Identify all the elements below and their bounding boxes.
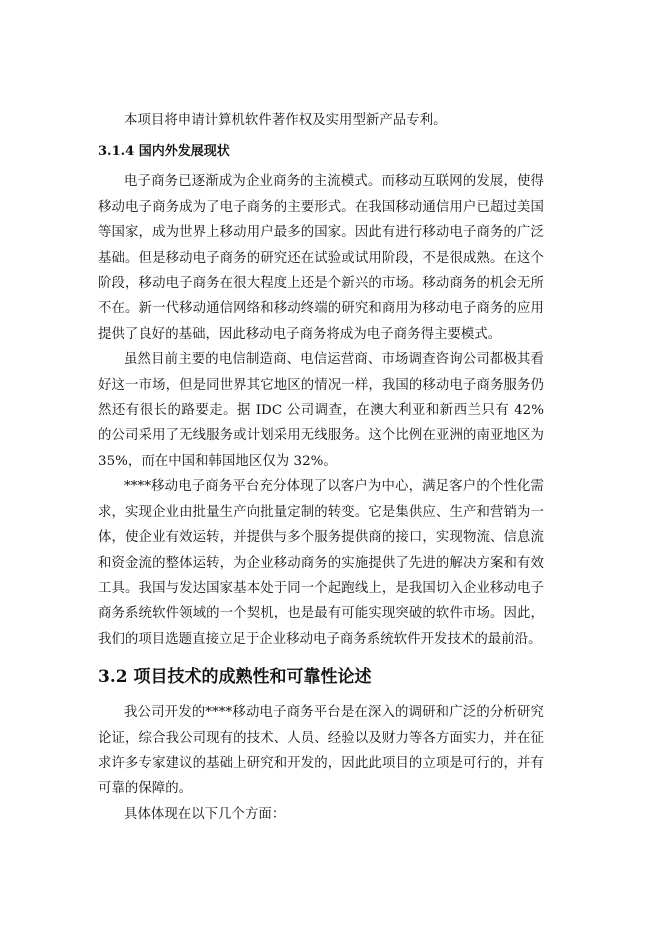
paragraph-feasibility: 我公司开发的****移动电子商务平台是在深入的调研和广泛的分析研究论证，综合我公司现有的技术、人员、经验以及财力等各方面实力，并在征求许多专家建议的基础上研究和开发的，因此此项目的立项是可行的，并有可靠的保障的。 [98,705,544,797]
heading-3-1-4: 3.1.4 国内外发展现状 [98,144,230,160]
paragraph-aspects-intro: 具体体现在以下几个方面： [124,806,286,822]
document-body [98,108,544,827]
paragraph-ecommerce-trend: 电子商务已逐渐成为企业商务的主流模式。而移动互联网的发展，使得移动电子商务成为了电子商务的主要形式。在我国移动通信用户已超过美国等国家，成为世界上移动用户最多的国家。因此有进行移动电子商务的广泛基础。但是移动电子商务的研究还在试验或试用阶段，不是很成熟。在这个阶段，移动电子商务在很大程度上还是个新兴的市场。移动商务的机会无所不在。新一代移动通信网络和移动终端的研究和商用为移动电子商务的应用提供了良好的基础，因此移动电子商务将成为电子商务得主要模式。 [98,174,544,342]
paragraph-platform-features: ****移动电子商务平台充分体现了以客户为中心，满足客户的个性化需求，实现企业由批量生产向批量定制的转变。它是集供应、生产和营销为一体，使企业有效运转，并提供与多个服务提供商的接口，实现物流、信息流和资金流的整体运转，为企业移动商务的实施提供了先进的解决方案和有效工具。我国与发达国家基本处于同一个起跑线上，是我国切入企业移动电子商务系统软件领域的一个契机，也是最有可能实现突破的软件市场。因此，我们的项目选题直接立足于企业移动电子商务系统软件开发技术的最前沿。 [98,479,544,647]
heading-3-2: 3.2 项目技术的成熟性和可靠性论述 [98,667,372,688]
paragraph-market-status: 虽然目前主要的电信制造商、电信运营商、市场调查咨询公司都极其看好这一市场，但是同世界其它地区的情况一样，我国的移动电子商务服务仍然还有很长的路要走。据 IDC 公司调查，在澳大利亚和新西兰只有 42% 的公司采用了无线服务或计划采用无线服务。这个比例在亚洲的南亚地区为 35%，而在中国和韩国地区仅为 32%。 [98,352,544,469]
intro-paragraph: 本项目将申请计算机软件著作权及实用型新产品专利。 [124,113,447,128]
